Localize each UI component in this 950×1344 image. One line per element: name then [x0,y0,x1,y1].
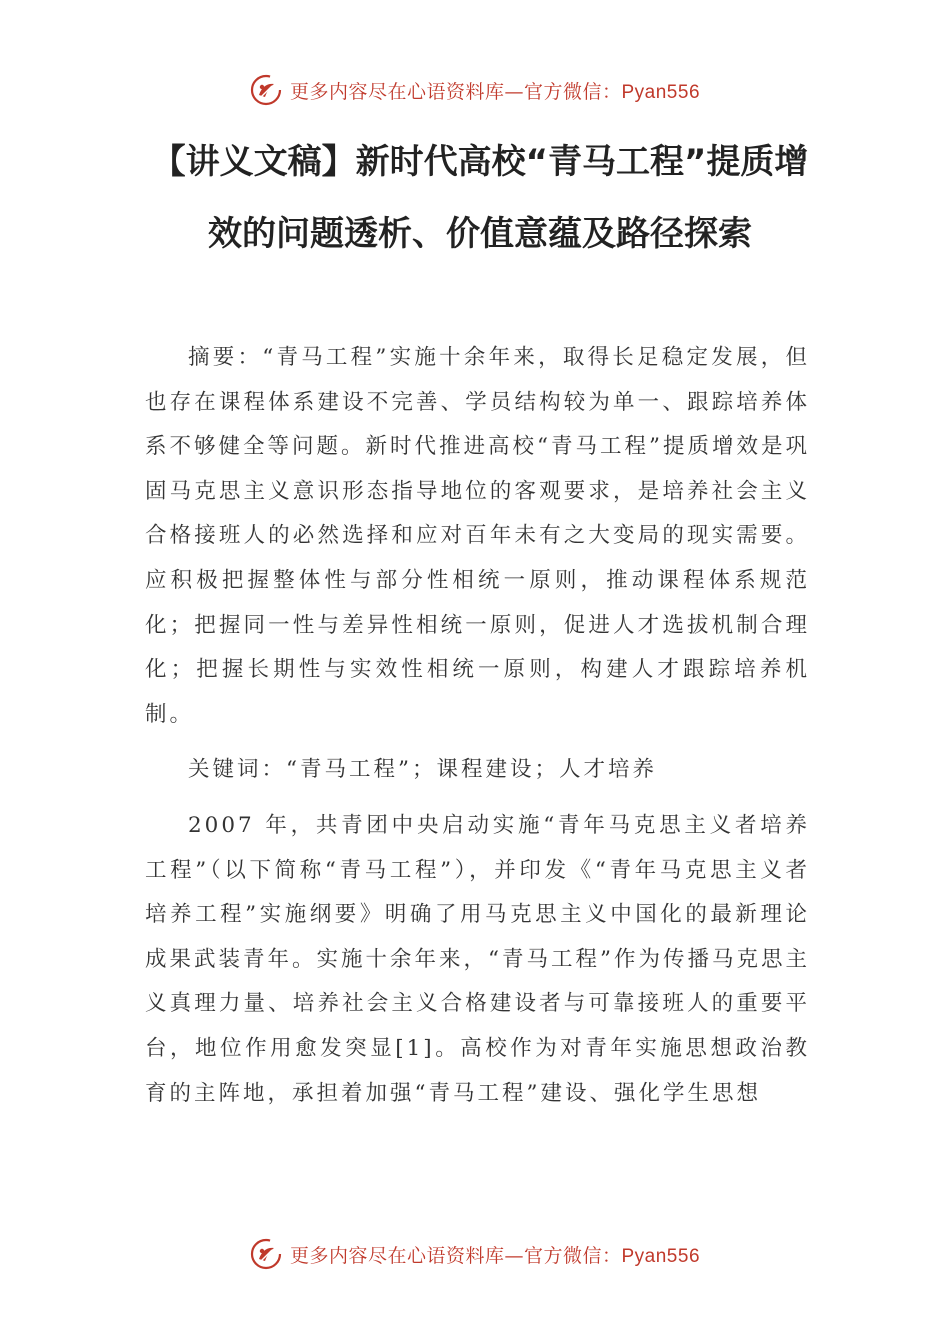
wechat-id: Pyan556 [621,1245,701,1267]
document-title: 【讲义文稿】新时代高校“青马工程”提质增效的问题透析、价值意蕴及路径探索 [151,142,809,254]
header-watermark [0,70,950,110]
abstract-paragraph: 摘要：“青马工程”实施十余年来，取得长足稳定发展，但也存在课程体系建设不完善、学员结构较为单一、跟踪培养体系不够健全等问题。新时代推进高校“青马工程”提质增效是巩固马克思主义意识形态指导地位的客观要求，是培养社会主义合格接班人的必然选择和应对百年未有之大变局的现实需要。应积极把握整体性与部分性相统一原则，推动课程体系规范化；把握同一性与差异性相统一原则，促进人才选拔机制合理化；把握长期性与实效性相统一原则，构建人才跟踪培养机制。 [145,345,810,727]
body-paragraph: 2007 年，共青团中央启动实施“青年马克思主义者培养工程”（以下简称“青马工程”），并印发《“青年马克思主义者培养工程”实施纲要》明确了用马克思主义中国化的最新理论成果武装青年。实施十余年来，“青马工程”作为传播马克思主义真理力量、培养社会主义合格建设者与可靠接班人的重要平台，地位作用愈发突显[1]。高校作为对青年实施思想政治教育的主阵地，承担着加强“青马工程”建设、强化学生思想 [145,812,810,1106]
watermark-text: 更多内容尽在心语资料库—官方微信：Pyan556 [289,80,701,103]
library-logo-icon [250,74,282,106]
library-logo-icon [250,1238,282,1270]
wechat-id: Pyan556 [621,81,701,103]
watermark-text: 更多内容尽在心语资料库—官方微信：Pyan556 [289,1244,701,1267]
document-body [145,336,810,1127]
footer-watermark [0,1234,950,1274]
keywords-paragraph: 关键词：“青马工程”；课程建设；人才培养 [188,757,657,783]
